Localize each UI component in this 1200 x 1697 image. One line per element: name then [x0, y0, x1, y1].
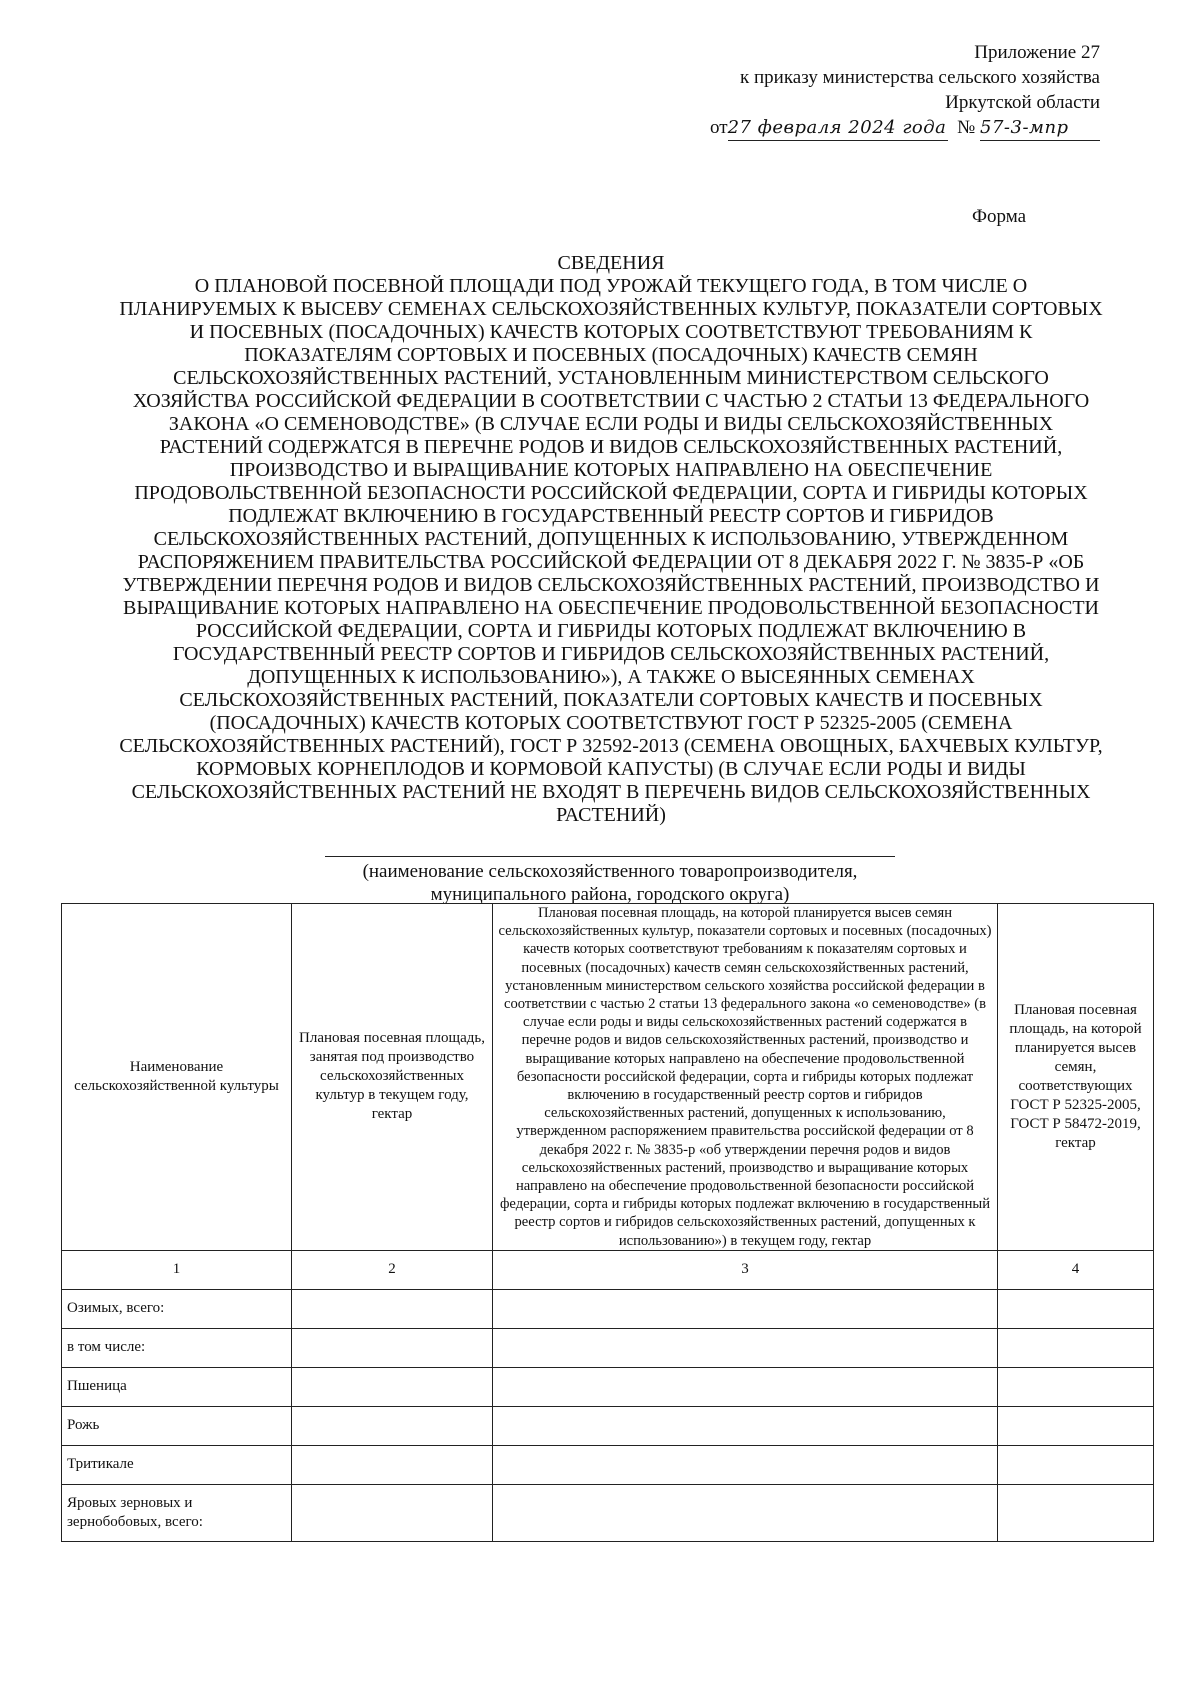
value-cell[interactable]: [292, 1406, 493, 1445]
column-number-row: [62, 1250, 1154, 1289]
value-cell[interactable]: [493, 1367, 998, 1406]
attachment-region: Иркутской области: [945, 92, 1100, 113]
value-cell[interactable]: [493, 1445, 998, 1484]
header-planned-area-gost: Плановая посевная площадь, на которой планируется высев семян, соответствующих ГОСТ Р 52325-2005, ГОСТ Р 58472-2019, гектар: [998, 904, 1154, 1251]
value-cell[interactable]: [292, 1484, 493, 1541]
value-cell[interactable]: [292, 1445, 493, 1484]
row-label: в том числе:: [62, 1328, 292, 1367]
header-planned-area-certified-seeds: Плановая посевная площадь, на которой планируется высев семян сельскохозяйственных культур, показатели сортовых и посевных (посадочных) качеств которых соответствуют требованиям к показателям сортовых и посевных (посадочных) качеств семян сельскохозяйственных растений, установленным министерством сельского хозяйства российской федерации в соответствии с частью 2 статьи 13 федерального закона «о семеноводстве» (в случае если роды и виды сельскохозяйственных растений содержатся в перечне родов и видов сельскохозяйственных растений, производство и выращивание которых направлено на обеспечение продовольственной безопасности российской федерации, сорта и гибриды которых подлежат включению в государственный реестр сортов и гибридов сельскохозяйственных растений, допущенных к использованию, утвержденном распоряжением правительства российской федерации от 8 декабря 2022 г. № 3835-р «об утверждении перечня родов и видов сельскохозяйственных растений, производство и выращивание которых направлено на обеспечение продовольственной безопасности российской федерации, сорта и гибриды которых подлежат включению в государственный реестр сортов и гибридов сельскохозяйственных растений, допущенных к использованию») в текущем году, гектар: [493, 904, 998, 1251]
value-cell[interactable]: [998, 1367, 1154, 1406]
crops-table: [61, 903, 1154, 1542]
value-cell[interactable]: [998, 1445, 1154, 1484]
date-prefix: от: [710, 117, 728, 138]
producer-name-line: [325, 856, 895, 857]
form-label: Форма: [972, 206, 1027, 227]
row-label: Пшеница: [62, 1367, 292, 1406]
table-header-row: [62, 904, 1154, 1251]
row-label: Рожь: [62, 1406, 292, 1445]
value-cell[interactable]: [292, 1328, 493, 1367]
value-cell[interactable]: [292, 1367, 493, 1406]
producer-name-caption: (наименование сельскохозяйственного товаропроизводителя, муниципального района, городского округа): [362, 861, 858, 905]
value-cell[interactable]: [493, 1328, 998, 1367]
table-row: [62, 1484, 1154, 1541]
handwritten-number: 57-3-мпр: [980, 115, 1100, 141]
header-crop-name: Наименование сельскохозяйственной культуры: [62, 904, 292, 1251]
header-planned-area: Плановая посевная площадь, занятая под производство сельскохозяйственных культур в текущем году, гектар: [292, 904, 493, 1251]
table-row: [62, 1406, 1154, 1445]
attachment-title: Приложение 27: [974, 42, 1100, 63]
column-number: 4: [998, 1250, 1154, 1289]
value-cell[interactable]: [998, 1484, 1154, 1541]
row-label: Тритикале: [62, 1445, 292, 1484]
column-number: 2: [292, 1250, 493, 1289]
title-body: О ПЛАНОВОЙ ПОСЕВНОЙ ПЛОЩАДИ ПОД УРОЖАЙ ТЕКУЩЕГО ГОДА, В ТОМ ЧИСЛЕ О ПЛАНИРУЕМЫХ К ВЫСЕВУ СЕМЕНАХ СЕЛЬСКОХОЗЯЙСТВЕННЫХ КУЛЬТУР, ПОКАЗАТЕЛИ СОРТОВЫХ И ПОСЕВНЫХ (ПОСАДОЧНЫХ) КАЧЕСТВ КОТОРЫХ СООТВЕТСТВУЮТ ТРЕБОВАНИЯМ К ПОКАЗАТЕЛЯМ СОРТОВЫХ И ПОСЕВНЫХ (ПОСАДОЧНЫХ) КАЧЕСТВ СЕМЯН СЕЛЬСКОХОЗЯЙСТВЕННЫХ РАСТЕНИЙ, УСТАНОВЛЕННЫМ МИНИСТЕРСТВОМ СЕЛЬСКОГО ХОЗЯЙСТВА РОССИЙСКОЙ ФЕДЕРАЦИИ В СООТВЕТСТВИИ С ЧАСТЬЮ 2 СТАТЬИ 13 ФЕДЕРАЛЬНОГО ЗАКОНА «О СЕМЕНОВОДСТВЕ» (В СЛУЧАЕ ЕСЛИ РОДЫ И ВИДЫ СЕЛЬСКОХОЗЯЙСТВЕННЫХ РАСТЕНИЙ СОДЕРЖАТСЯ В ПЕРЕЧНЕ РОДОВ И ВИДОВ СЕЛЬСКОХОЗЯЙСТВЕННЫХ РАСТЕНИЙ, ПРОИЗВОДСТВО И ВЫРАЩИВАНИЕ КОТОРЫХ НАПРАВЛЕНО НА ОБЕСПЕЧЕНИЕ ПРОДОВОЛЬСТВЕННОЙ БЕЗОПАСНОСТИ РОССИЙСКОЙ ФЕДЕРАЦИИ, СОРТА И ГИБРИДЫ КОТОРЫХ ПОДЛЕЖАТ ВКЛЮЧЕНИЮ В ГОСУДАРСТВЕННЫЙ РЕЕСТР СОРТОВ И ГИБРИДОВ СЕЛЬСКОХОЗЯЙСТВЕННЫХ РАСТЕНИЙ, ДОПУЩЕННЫХ К ИСПОЛЬЗОВАНИЮ, УТВЕРЖДЕННОМ РАСПОРЯЖЕНИЕМ ПРАВИТЕЛЬСТВА РОССИЙСКОЙ ФЕДЕРАЦИИ ОТ 8 ДЕКАБРЯ 2022 Г. № 3835-Р «ОБ УТВЕРЖДЕНИИ ПЕРЕЧНЯ РОДОВ И ВИДОВ СЕЛЬСКОХОЗЯЙСТВЕННЫХ РАСТЕНИЙ, ПРОИЗВОДСТВО И ВЫРАЩИВАНИЕ КОТОРЫХ НАПРАВЛЕНО НА ОБЕСПЕЧЕНИЕ ПРОДОВОЛЬСТВЕННОЙ БЕЗОПАСНОСТИ РОССИЙСКОЙ ФЕДЕРАЦИИ, СОРТА И ГИБРИДЫ КОТОРЫХ ПОДЛЕЖАТ ВКЛЮЧЕНИЮ В ГОСУДАРСТВЕННЫЙ РЕЕСТР СОРТОВ И ГИБРИДОВ СЕЛЬСКОХОЗЯЙСТВЕННЫХ РАСТЕНИЙ, ДОПУЩЕННЫХ К ИСПОЛЬЗОВАНИЮ»), А ТАКЖЕ О ВЫСЕЯННЫХ СЕМЕНАХ СЕЛЬСКОХОЗЯЙСТВЕННЫХ РАСТЕНИЙ, ПОКАЗАТЕЛИ СОРТОВЫХ КАЧЕСТВ И ПОСЕВНЫХ (ПОСАДОЧНЫХ) КАЧЕСТВ КОТОРЫХ СООТВЕТСТВУЮТ ГОСТ Р 52325-2005 (СЕМЕНА СЕЛЬСКОХОЗЯЙСТВЕННЫХ РАСТЕНИЙ), ГОСТ Р 32592-2013 (СЕМЕНА ОВОЩНЫХ, БАХЧЕВЫХ КУЛЬТУР, КОРМОВЫХ КОРНЕПЛОДОВ И КОРМОВОЙ КАПУСТЫ) (В СЛУЧАЕ ЕСЛИ РОДЫ И ВИДЫ СЕЛЬСКОХОЗЯЙСТВЕННЫХ РАСТЕНИЙ НЕ ВХОДЯТ В ПЕРЕЧЕНЬ ВИДОВ СЕЛЬСКОХОЗЯЙСТВЕННЫХ РАСТЕНИЙ): [119, 275, 1103, 826]
order-reference: [710, 115, 1100, 141]
value-cell[interactable]: [292, 1289, 493, 1328]
row-label: Яровых зерновых и зернобобовых, всего:: [62, 1484, 292, 1541]
column-number: 3: [493, 1250, 998, 1289]
value-cell[interactable]: [493, 1406, 998, 1445]
table-row: [62, 1328, 1154, 1367]
value-cell[interactable]: [998, 1328, 1154, 1367]
table-row: [62, 1289, 1154, 1328]
attachment-block: [710, 40, 1100, 141]
row-label: Озимых, всего:: [62, 1289, 292, 1328]
table-row: [62, 1367, 1154, 1406]
column-number: 1: [62, 1250, 292, 1289]
attachment-order: к приказу министерства сельского хозяйства: [740, 67, 1100, 88]
value-cell[interactable]: [493, 1484, 998, 1541]
document-title: [118, 252, 1104, 827]
value-cell[interactable]: [493, 1289, 998, 1328]
table-row: [62, 1445, 1154, 1484]
handwritten-date: 27 февраля 2024 года: [728, 115, 948, 141]
value-cell[interactable]: [998, 1406, 1154, 1445]
title-heading: СВЕДЕНИЯ: [557, 252, 665, 274]
number-prefix: №: [957, 117, 976, 138]
value-cell[interactable]: [998, 1289, 1154, 1328]
